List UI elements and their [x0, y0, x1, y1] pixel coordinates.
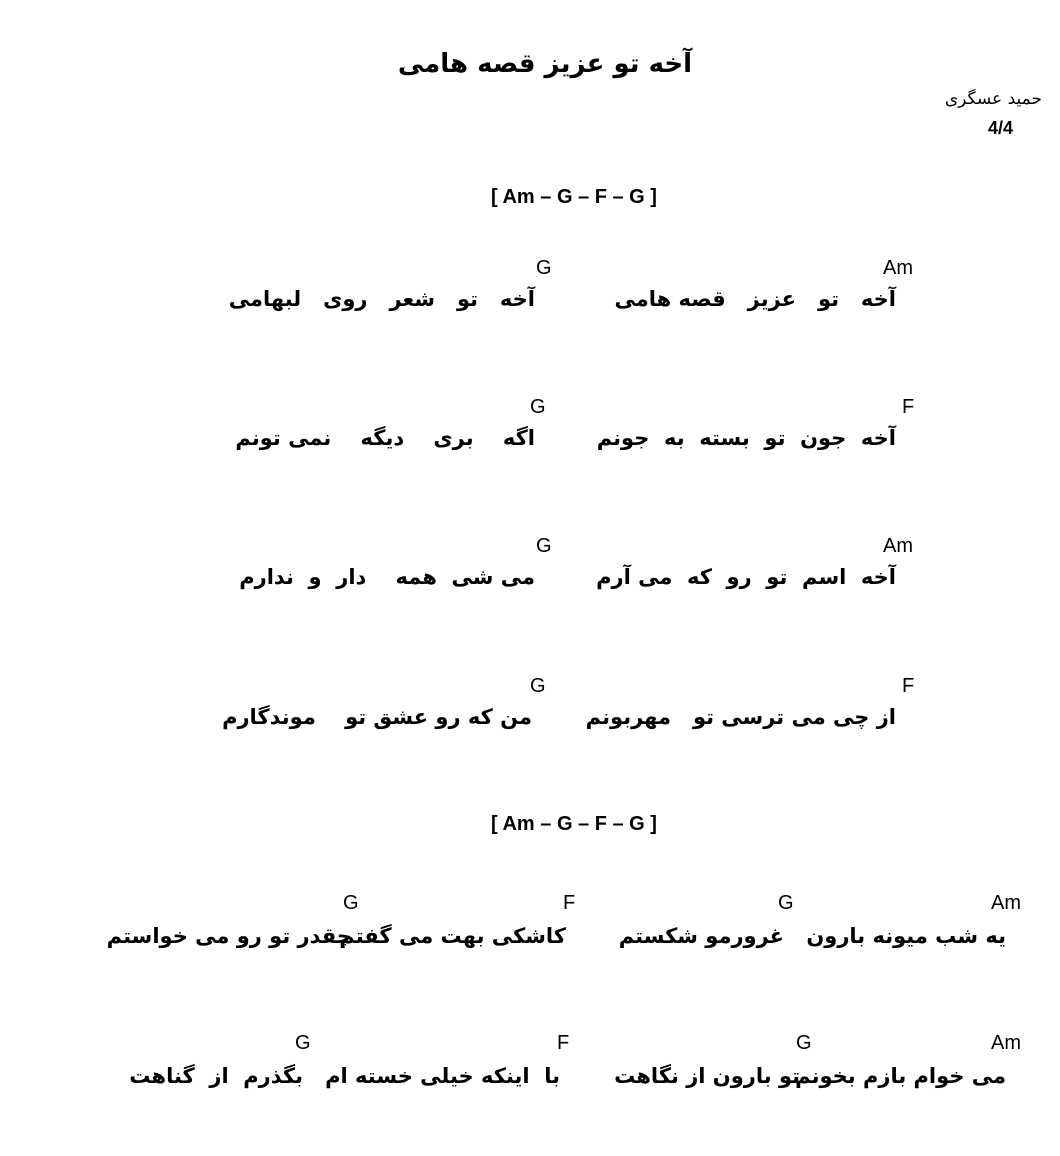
verse-2-chord-left: G: [530, 396, 546, 418]
chorus-1-chord-1: Am: [991, 892, 1021, 914]
verse-4-chord-left: G: [530, 675, 546, 697]
song-title: آخه تو عزیز قصه هامی: [397, 49, 692, 79]
chorus-2-chord-4: G: [295, 1032, 311, 1054]
interlude-chord-pattern: [ Am – G – F – G ]: [491, 813, 657, 835]
verse-1-lyric-left: آخه تو شعر روی لبهامی: [228, 287, 535, 311]
intro-chord-pattern: [ Am – G – F – G ]: [491, 186, 657, 208]
chorus-1-lyric-1: یه شب میونه بارون: [806, 924, 1006, 948]
chorus-1-lyric-2: غرورمو شکستم: [618, 924, 784, 948]
chorus-1-chord-3: F: [563, 892, 576, 914]
verse-4-lyric-right: از چی می ترسی تو مهربونم: [585, 705, 896, 729]
chorus-1-chord-4: G: [343, 892, 359, 914]
time-signature: 4/4: [987, 118, 1013, 138]
chorus-2-lyric-2: تو بارون از نگاهت: [614, 1064, 800, 1088]
chorus-1-lyric-4: چقدر تو رو می خواستم: [106, 924, 352, 948]
verse-3-chord-left: G: [536, 535, 552, 557]
verse-1-chord-left: G: [536, 257, 552, 279]
artist-name: حمید عسگری: [944, 89, 1042, 109]
chorus-2-chord-2: G: [796, 1032, 812, 1054]
verse-3-lyric-right: آخه اسم تو رو که می آرم: [596, 565, 896, 589]
verse-2-chord-right: F: [902, 396, 915, 418]
chorus-2-chord-1: Am: [991, 1032, 1021, 1054]
chorus-2-lyric-3: با اینکه خیلی خسته ام: [325, 1064, 560, 1088]
verse-3-chord-right: Am: [883, 535, 913, 557]
verse-1-chord-right: Am: [883, 257, 913, 279]
chorus-2-lyric-4: بگذرم از گناهت: [129, 1064, 303, 1088]
verse-3-lyric-left: می شی همه دار و ندارم: [239, 565, 535, 589]
verse-4-lyric-left: من که رو عشق تو موندگارم: [222, 705, 532, 729]
chorus-1-lyric-3: کاشکی بهت می گفتم: [339, 924, 566, 948]
chorus-2-lyric-1: می خوام بازم بخونم: [795, 1064, 1006, 1088]
chorus-1-chord-2: G: [778, 892, 794, 914]
verse-2-lyric-right: آخه جون تو بسته به جونم: [596, 426, 896, 450]
verse-1-lyric-right: آخه تو عزیز قصه هامی: [614, 287, 896, 311]
verse-2-lyric-left: اگه بری دیگه نمی تونم: [235, 426, 535, 450]
verse-4-chord-right: F: [902, 675, 915, 697]
chorus-2-chord-3: F: [557, 1032, 570, 1054]
